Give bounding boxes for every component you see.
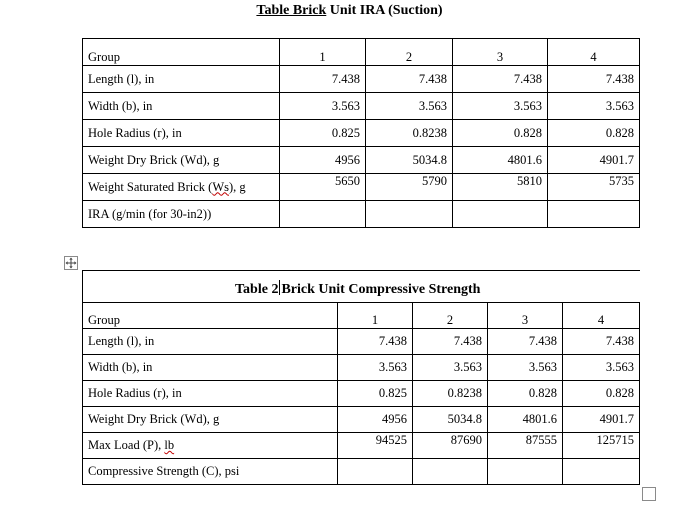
table-header-row <box>83 303 640 329</box>
table-row <box>83 355 640 381</box>
table-cell[interactable]: 3.563 <box>338 355 413 381</box>
table-cell[interactable]: 5790 <box>366 174 453 201</box>
table-cell[interactable]: 0.8238 <box>366 120 453 147</box>
row-label[interactable]: Length (l), in <box>83 66 280 93</box>
table-cell[interactable]: 3.563 <box>366 93 453 120</box>
table-move-handle-icon[interactable] <box>64 256 78 270</box>
table-cell[interactable]: 5034.8 <box>366 147 453 174</box>
row-label[interactable]: Hole Radius (r), in <box>83 120 280 147</box>
row-label-part: ), g <box>228 179 246 194</box>
header-cell-2[interactable]: 2 <box>413 303 488 329</box>
table-row <box>83 459 640 485</box>
row-label[interactable]: Hole Radius (r), in <box>83 381 338 407</box>
table-cell[interactable]: 4901.7 <box>563 407 640 433</box>
table-cell[interactable]: 7.438 <box>366 66 453 93</box>
table-cell[interactable]: 4956 <box>280 147 366 174</box>
row-label[interactable] <box>83 433 338 459</box>
table-row <box>83 120 640 147</box>
header-cell-1[interactable]: 1 <box>280 39 366 66</box>
table-cell[interactable]: 0.8238 <box>413 381 488 407</box>
table-row <box>83 147 640 174</box>
table-caption-cell-left-border <box>82 270 83 302</box>
header-cell-4[interactable]: 4 <box>548 39 640 66</box>
row-label[interactable]: Width (b), in <box>83 355 338 381</box>
table-cell[interactable] <box>488 459 563 485</box>
header-cell-2[interactable]: 2 <box>366 39 453 66</box>
table-top-border <box>82 270 640 271</box>
table-cell[interactable]: 87555 <box>488 433 563 459</box>
table2-caption <box>235 280 480 299</box>
table-cell[interactable]: 4801.6 <box>453 147 548 174</box>
table-cell[interactable]: 4956 <box>338 407 413 433</box>
table-cell[interactable]: 7.438 <box>548 66 640 93</box>
table-cell[interactable]: 3.563 <box>453 93 548 120</box>
brick-compressive-strength-table[interactable] <box>82 302 640 485</box>
table-row <box>83 93 640 120</box>
table-cell[interactable]: 7.438 <box>453 66 548 93</box>
row-label-part: Max Load (P), <box>88 438 165 452</box>
table-row <box>83 407 640 433</box>
table-cell[interactable]: 5810 <box>453 174 548 201</box>
table-cell[interactable]: 0.828 <box>563 381 640 407</box>
table-cell[interactable]: 3.563 <box>413 355 488 381</box>
row-label[interactable]: Compressive Strength (C), psi <box>83 459 338 485</box>
table-resize-handle-icon[interactable] <box>642 487 656 501</box>
row-label[interactable]: IRA (g/min (for 30-in2)) <box>83 201 280 228</box>
row-label[interactable]: Width (b), in <box>83 93 280 120</box>
table-cell[interactable]: 125715 <box>563 433 640 459</box>
table-cell[interactable]: 3.563 <box>563 355 640 381</box>
table-cell[interactable]: 87690 <box>413 433 488 459</box>
header-cell-1[interactable]: 1 <box>338 303 413 329</box>
table-row <box>83 66 640 93</box>
table-cell[interactable]: 5650 <box>280 174 366 201</box>
header-cell-4[interactable]: 4 <box>563 303 640 329</box>
table-row <box>83 381 640 407</box>
table-cell[interactable] <box>453 201 548 228</box>
table-cell[interactable] <box>413 459 488 485</box>
table-cell[interactable]: 3.563 <box>548 93 640 120</box>
brick-ira-table[interactable] <box>82 38 640 228</box>
table-cell[interactable]: 7.438 <box>338 329 413 355</box>
table-cell[interactable] <box>280 201 366 228</box>
table-cell[interactable]: 0.828 <box>453 120 548 147</box>
row-label[interactable]: Length (l), in <box>83 329 338 355</box>
table-cell[interactable]: 5735 <box>548 174 640 201</box>
table-row <box>83 201 640 228</box>
table-cell[interactable]: 4801.6 <box>488 407 563 433</box>
table-cell[interactable]: 7.438 <box>413 329 488 355</box>
table1-caption-rest: Unit IRA (Suction) <box>326 3 443 18</box>
table1-caption-underlined: Table Brick <box>256 3 327 18</box>
table-cell[interactable]: 0.828 <box>548 120 640 147</box>
table-cell[interactable]: 3.563 <box>488 355 563 381</box>
table-cell[interactable] <box>338 459 413 485</box>
table2-caption-text: Brick Unit Compressive Strength <box>281 282 481 297</box>
header-cell-group[interactable]: Group <box>83 39 280 66</box>
row-label[interactable]: Weight Dry Brick (Wd), g <box>83 407 338 433</box>
table1-caption <box>0 2 699 20</box>
spellcheck-flagged-word[interactable]: lb <box>164 438 175 452</box>
header-cell-3[interactable]: 3 <box>488 303 563 329</box>
table-row <box>83 433 640 459</box>
table-cell[interactable] <box>366 201 453 228</box>
table2-caption-number: Table 2 <box>235 282 279 297</box>
row-label[interactable] <box>83 174 280 201</box>
header-cell-3[interactable]: 3 <box>453 39 548 66</box>
table-cell[interactable]: 5034.8 <box>413 407 488 433</box>
table-cell[interactable]: 0.828 <box>488 381 563 407</box>
table-cell[interactable]: 94525 <box>338 433 413 459</box>
table-row <box>83 329 640 355</box>
spellcheck-flagged-word[interactable]: Ws <box>212 179 229 194</box>
table-cell[interactable]: 7.438 <box>563 329 640 355</box>
row-label[interactable]: Weight Dry Brick (Wd), g <box>83 147 280 174</box>
table-cell[interactable]: 7.438 <box>488 329 563 355</box>
table-cell[interactable]: 7.438 <box>280 66 366 93</box>
table-cell[interactable] <box>563 459 640 485</box>
table-row <box>83 174 640 201</box>
table-cell[interactable]: 0.825 <box>338 381 413 407</box>
table-cell[interactable] <box>548 201 640 228</box>
row-label-part: Weight Saturated Brick ( <box>88 179 213 194</box>
table-header-row <box>83 39 640 66</box>
header-cell-group[interactable]: Group <box>83 303 338 329</box>
table-cell[interactable]: 0.825 <box>280 120 366 147</box>
table-cell[interactable]: 4901.7 <box>548 147 640 174</box>
table-cell[interactable]: 3.563 <box>280 93 366 120</box>
